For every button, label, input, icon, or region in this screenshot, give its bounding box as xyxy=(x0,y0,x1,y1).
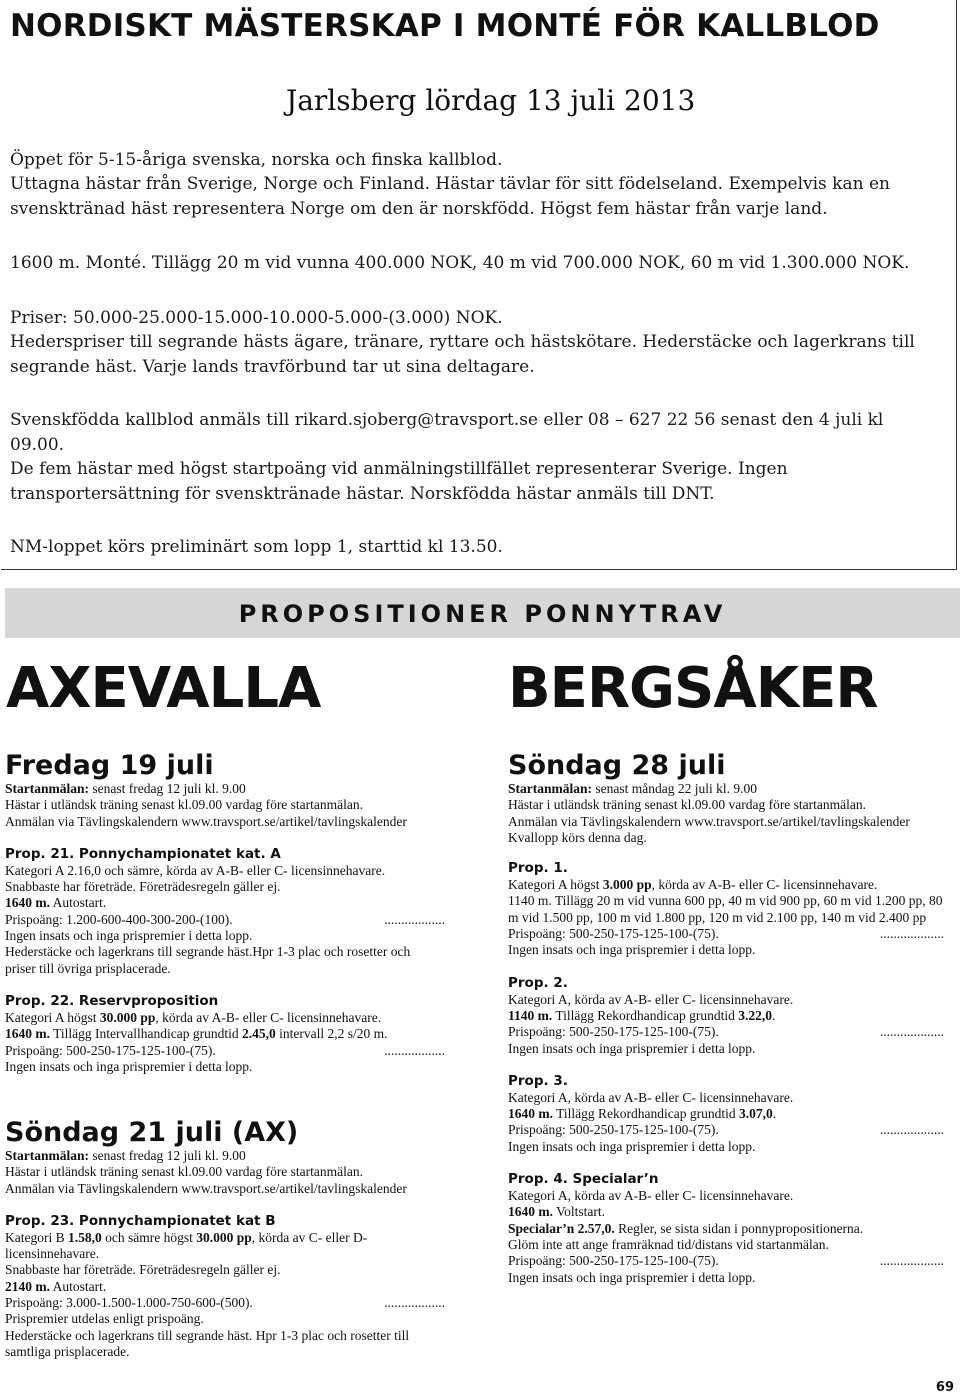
prop-3-no-fee: Ingen insats och inga prispremier i detta lopp. xyxy=(508,1138,756,1154)
prop-23-priority: Snabbaste har företräde. Företrädesregeln gäller ej. xyxy=(5,1262,281,1278)
prop-2-heading: Prop. 2. xyxy=(508,974,568,991)
foreign-training-line: Hästar i utländsk träning senast kl.09.00 vardag före startanmälan. xyxy=(5,1164,364,1180)
calendar-line: Anmälan via Tävlingskalendern www.travsport.se/artikel/tavlingskalender xyxy=(5,813,407,829)
intro-honors: Hederspriser till segrande hästs ägare, tränare, ryttare och hästskötare. Hederstäcke och lagerkrans till segrande häst. Varje lands travförbund tar ut sina deltagare. xyxy=(10,332,915,377)
intro-representation: De fem hästar med högst startpoäng vid anmälningstillfället representerar Sverige. Ingen transportersättning för svensktränade hästar. Norskfödda hästar anmäls till DNT. xyxy=(10,459,788,504)
prop-22-points: Prispoäng: 500-250-175-125-100-(75). .................. xyxy=(5,1042,445,1058)
page-title: NORDISKT MÄSTERSKAP I MONTÉ FÖR KALLBLOD xyxy=(10,8,880,44)
banner-title: PROPOSITIONER PONNYTRAV xyxy=(238,600,727,628)
foreign-training-line: Hästar i utländsk träning senast kl.09.00 vardag före startanmälan. xyxy=(5,797,364,813)
prop-2-points: Prispoäng: 500-250-175-125-100-(75). ................... xyxy=(508,1024,944,1040)
prop-1-points: Prispoäng: 500-250-175-125-100-(75). ................... xyxy=(508,926,944,942)
prop-21-category: Kategori A 2.16,0 och sämre, körda av A-B- eller C- licensinnehavare. xyxy=(5,862,386,878)
prop-1-category: Kategori A högst 3.000 pp, körda av A-B- eller C- licensinnehavare. xyxy=(508,877,878,893)
calendar-line: Anmälan via Tävlingskalendern www.travsport.se/artikel/tavlingskalender xyxy=(508,813,910,829)
intro-distance: 1600 m. Monté. Tillägg 20 m vid vunna 400.000 NOK, 40 m vid 700.000 NOK, 60 m vid 1.300.000 NOK. xyxy=(10,253,910,273)
page-number: 69 xyxy=(935,1380,954,1395)
prop-21-distance: 1640 m. Autostart. xyxy=(5,895,107,911)
prop-4-heading: Prop. 4. Specialar’n xyxy=(508,1171,659,1188)
prop-21-no-fee: Ingen insats och inga prispremier i detta lopp. xyxy=(5,928,253,944)
prop-4-points: Prispoäng: 500-250-175-125-100-(75). ................... xyxy=(508,1253,944,1269)
prop-23-heading: Prop. 23. Ponnychampionatet kat B xyxy=(5,1212,276,1229)
intro-start-time: NM-loppet körs preliminärt som lopp 1, starttid kl 13.50. xyxy=(10,537,503,557)
startanmalan-line: Startanmälan: senast måndag 22 juli kl. 9.00 xyxy=(508,781,757,796)
prop-22-category: Kategori A högst 30.000 pp, körda av A-B- eller C- licensinnehavare. xyxy=(5,1009,382,1025)
startanmalan-line: Startanmälan: senast fredag 12 juli kl. 9.00 xyxy=(5,1148,246,1163)
prop-22-distance: 1640 m. Tillägg Intervallhandicap grundtid 2.45,0 intervall 2,2 s/20 m. xyxy=(5,1026,388,1042)
qualifier-line: Kvallopp körs denna dag. xyxy=(508,829,647,845)
bergsaker-day xyxy=(508,751,954,1286)
axevalla-day1 xyxy=(5,751,455,1075)
date-heading: Fredag 19 juli xyxy=(5,750,214,781)
event-subtitle: Jarlsberg lördag 13 juli 2013 xyxy=(286,84,696,117)
prop-22-no-fee: Ingen insats och inga prispremier i detta lopp. xyxy=(5,1058,253,1074)
prop-21-points: Prispoäng: 1.200-600-400-300-200-(100). .................. xyxy=(5,911,445,927)
prop-4-no-fee: Ingen insats och inga prispremier i detta lopp. xyxy=(508,1269,756,1285)
axevalla-day2 xyxy=(5,1118,455,1360)
prop-2-distance: 1140 m. Tillägg Rekordhandicap grundtid 3.22,0. xyxy=(508,1007,776,1023)
intro-prizes: Priser: 50.000-25.000-15.000-10.000-5.000-(3.000) NOK. xyxy=(10,308,503,328)
prop-21-priority: Snabbaste har företräde. Företrädesregeln gäller ej. xyxy=(5,879,281,895)
calendar-line: Anmälan via Tävlingskalendern www.travsport.se/artikel/tavlingskalender xyxy=(5,1180,407,1196)
prop-1-no-fee: Ingen insats och inga prispremier i detta lopp. xyxy=(508,942,756,958)
prop-23-points: Prispoäng: 3.000-1.500-1.000-750-600-(500). .................. xyxy=(5,1295,445,1311)
prop-23-honors: Hederstäcke och lagerkrans till segrande häst. Hpr 1-3 plac och rosetter till samtliga prisplacerade. xyxy=(5,1327,410,1359)
prop-3-points: Prispoäng: 500-250-175-125-100-(75). ................... xyxy=(508,1122,944,1138)
foreign-training-line: Hästar i utländsk träning senast kl.09.00 vardag före startanmälan. xyxy=(508,797,867,813)
prop-1-handicap: 1140 m. Tillägg 20 m vid vunna 600 pp, 40 m vid 900 pp, 60 m vid 1.200 pp, 80 m vid 1.500 pp, 100 m vid 1.800 pp, 120 m vid 2.100 pp, 140 m vid 2.400 pp xyxy=(508,893,943,925)
venue-axevalla: AXEVALLA xyxy=(6,656,321,721)
prop-23-category: Kategori B 1.58,0 och sämre högst 30.000 pp, körda av C- eller D- licensinnehavare. xyxy=(5,1229,368,1262)
prop-2-category: Kategori A, körda av A-B- eller C- licensinnehavare. xyxy=(508,991,794,1007)
prop-23-distance: 2140 m. Autostart. xyxy=(5,1278,107,1294)
prop-21-heading: Prop. 21. Ponnychampionatet kat. A xyxy=(5,845,281,862)
prop-23-prize-payout: Prispremier utdelas enligt prispoäng. xyxy=(5,1311,204,1327)
prop-21-honors: Hederstäcke och lagerkrans till segrande häst.Hpr 1-3 plac och rosetter och priser till övriga prisplacerade. xyxy=(5,944,411,976)
prop-3-heading: Prop. 3. xyxy=(508,1072,568,1089)
prop-4-category: Kategori A, körda av A-B- eller C- licensinnehavare. xyxy=(508,1188,794,1204)
venue-bergsaker: BERGSÅKER xyxy=(508,656,878,721)
intro-selection: Uttagna hästar från Sverige, Norge och Finland. Hästar tävlar för sitt födelseland. Exempelvis kan en svensktränad häst representera Norge om den är norskfödd. Högst fem hästar från varje land. xyxy=(10,174,890,219)
prop-4-rules: Specialar’n 2.57,0. Regler, se sista sidan i ponnypropositionerna. xyxy=(508,1220,864,1236)
prop-3-category: Kategori A, körda av A-B- eller C- licensinnehavare. xyxy=(508,1089,794,1105)
prop-2-no-fee: Ingen insats och inga prispremier i detta lopp. xyxy=(508,1040,756,1056)
prop-4-reminder: Glöm inte att ange framräknad tid/distans vid startanmälan. xyxy=(508,1236,829,1252)
prop-1-heading: Prop. 1. xyxy=(508,860,568,877)
prop-22-heading: Prop. 22. Reservproposition xyxy=(5,992,219,1009)
section-banner xyxy=(5,588,960,638)
intro-registration: Svenskfödda kallblod anmäls till rikard.sjoberg@travsport.se eller 08 – 627 22 56 senast den 4 juli kl 09.00. xyxy=(10,410,884,455)
date-heading: Söndag 21 juli (AX) xyxy=(5,1117,299,1148)
prop-3-distance: 1640 m. Tillägg Rekordhandicap grundtid 3.07,0. xyxy=(508,1106,777,1122)
intro-eligibility: Öppet för 5-15-åriga svenska, norska och finska kallblod. xyxy=(10,150,503,170)
date-heading: Söndag 28 juli xyxy=(508,750,726,781)
startanmalan-line: Startanmälan: senast fredag 12 juli kl. 9.00 xyxy=(5,781,246,796)
prop-4-distance: 1640 m. Voltstart. xyxy=(508,1204,606,1220)
